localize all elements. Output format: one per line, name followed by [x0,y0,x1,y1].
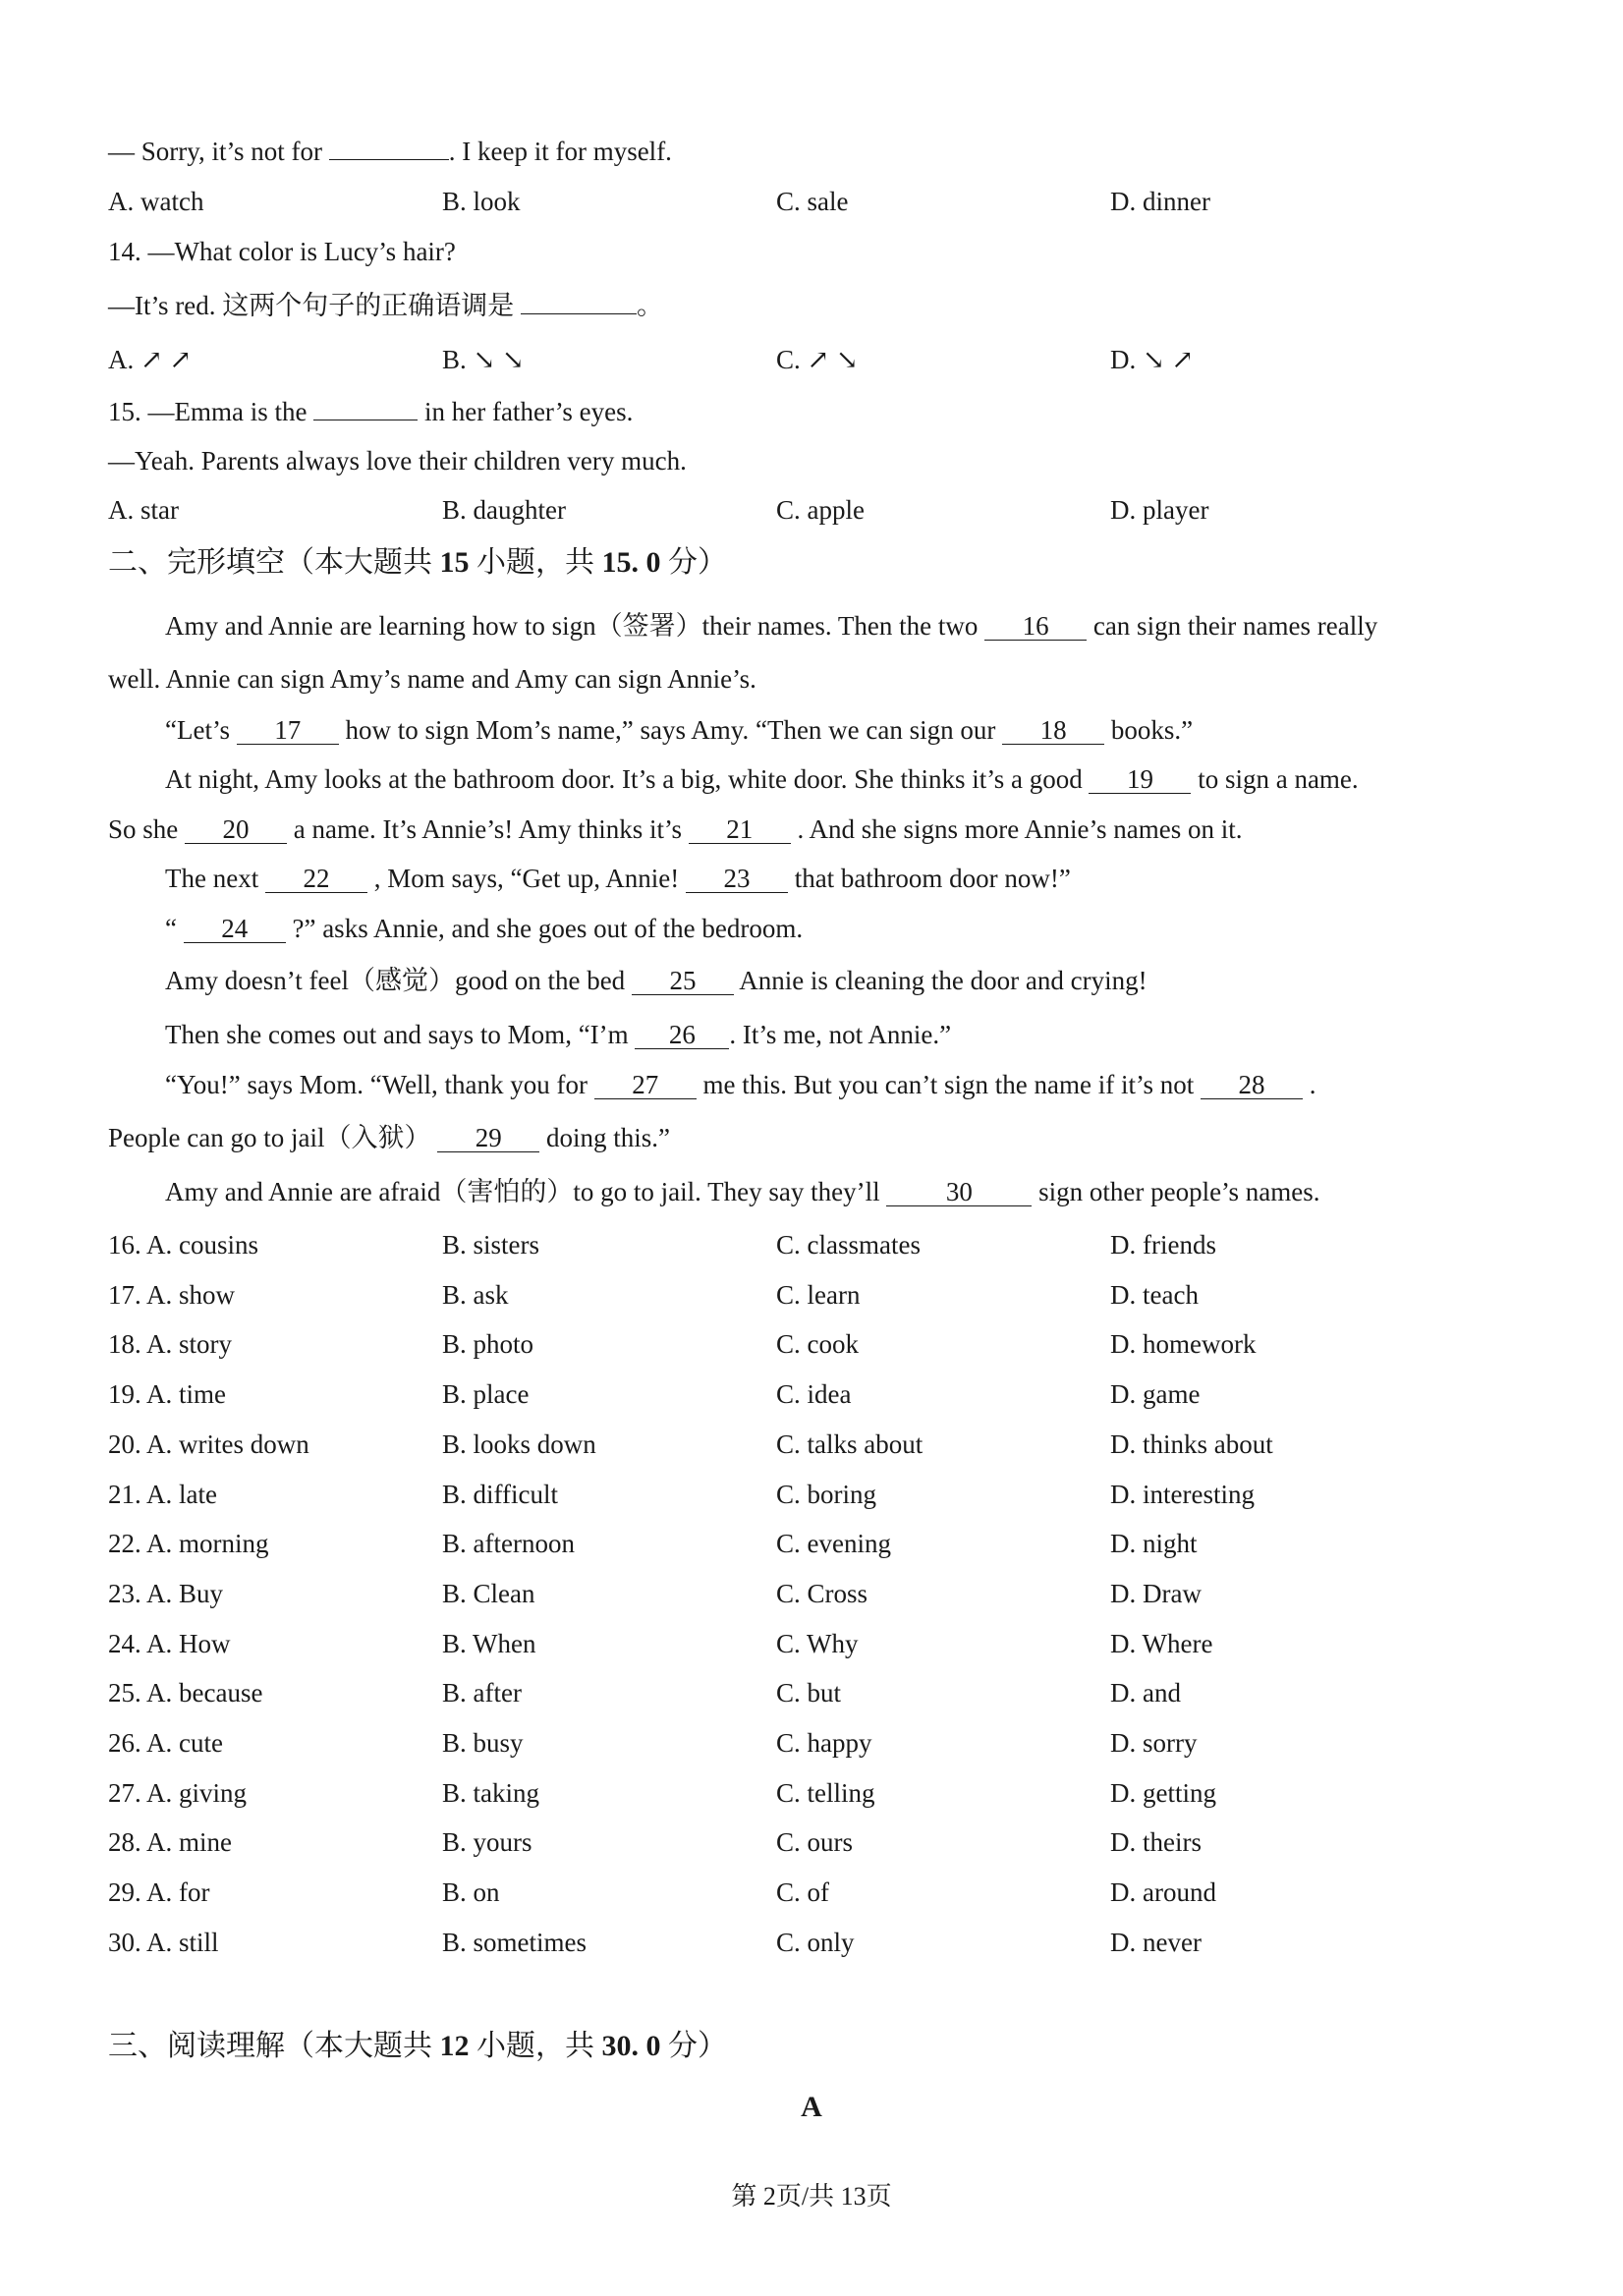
passage-text: So she [108,814,186,844]
question-29-option-c[interactable]: C. of [776,1877,829,1907]
passage-text: Annie is cleaning the door and crying! [733,966,1147,995]
blank-30[interactable]: 30 [886,1178,1032,1206]
q15-line1 [108,395,633,428]
passage-line-9 [165,1018,951,1051]
q14-option-b[interactable]: B. ↘ ↘ [442,345,525,374]
passage-text: that bathroom door now!” [787,864,1071,893]
blank-18[interactable]: 18 [1002,716,1104,745]
section3-question-count: 12 [439,2030,470,2062]
section3-heading [108,2028,727,2065]
question-22-option-d[interactable]: D. night [1110,1529,1198,1558]
question-17-option-a[interactable]: 17. A. show [108,1280,236,1310]
q13-text-pre: — Sorry, it’s not for [108,137,329,166]
question-28-option-d[interactable]: D. theirs [1110,1827,1202,1857]
q14-line2 [108,289,663,322]
question-24-option-c[interactable]: C. Why [776,1629,859,1658]
section2-heading [108,544,727,582]
page-footer: 第 2页/共 13页 [731,2182,892,2211]
question-19-option-a[interactable]: 19. A. time [108,1379,226,1409]
passage-line-8 [165,964,1147,997]
question-21-option-b[interactable]: B. difficult [442,1480,558,1509]
passage-line-5 [108,812,1242,846]
blank-23[interactable]: 23 [686,865,788,893]
question-18-option-a[interactable]: 18. A. story [108,1329,233,1359]
question-24-option-b[interactable]: B. When [442,1629,536,1658]
q14-blank[interactable] [521,313,637,314]
section2-score: 15. 0 [601,546,661,579]
section3-heading-post: 分） [660,2030,727,2062]
question-22-option-c[interactable]: C. evening [776,1529,891,1558]
q13-option-a[interactable]: A. watch [108,187,204,216]
q14-text-post: 。 [636,291,663,320]
question-17-option-d[interactable]: D. teach [1110,1280,1199,1310]
q15-text-pre: 15. —Emma is the [108,397,314,426]
question-27-option-c[interactable]: C. telling [776,1778,875,1808]
section3-score: 30. 0 [601,2030,661,2062]
question-25-option-a[interactable]: 25. A. because [108,1678,263,1708]
passage-text: a name. It’s Annie’s! Amy thinks it’s [287,814,689,844]
passage-text: sign other people’s names. [1032,1177,1320,1206]
q15-option-d[interactable]: D. player [1110,495,1209,525]
question-16-option-c[interactable]: C. classmates [776,1230,921,1260]
question-28-option-a[interactable]: 28. A. mine [108,1827,232,1857]
question-16-option-a[interactable]: 16. A. cousins [108,1230,259,1260]
section3-heading-pre: 三、阅读理解（本大题共 [108,2030,440,2062]
passage-text: me this. But you can’t sign the name if it’s not [696,1070,1201,1099]
question-28-option-c[interactable]: C. ours [776,1827,854,1857]
q13-blank[interactable] [329,159,449,160]
question-16-option-d[interactable]: D. friends [1110,1230,1216,1260]
passage-line-4 [165,762,1359,796]
question-30-option-a[interactable]: 30. A. still [108,1928,219,1957]
blank-29[interactable]: 29 [437,1124,539,1152]
passage-text: doing this.” [539,1123,670,1152]
blank-24[interactable]: 24 [184,915,286,943]
passage-text: . [1302,1070,1316,1099]
question-30-option-d[interactable]: D. never [1110,1928,1202,1957]
section3-heading-mid: 小题，共 [469,2030,602,2062]
q15-line2: —Yeah. Parents always love their children very much. [108,446,687,476]
question-25-option-d[interactable]: D. and [1110,1678,1181,1708]
passage-line-2: well. Annie can sign Amy’s name and Amy can sign Annie’s. [108,664,756,694]
question-17-option-b[interactable]: B. ask [442,1280,509,1310]
question-27-option-b[interactable]: B. taking [442,1778,539,1808]
blank-27[interactable]: 27 [594,1071,697,1099]
q13-line [108,135,672,168]
q14-option-a[interactable]: A. ↗ ↗ [108,345,192,374]
question-18-option-b[interactable]: B. photo [442,1329,534,1359]
passage-text: Amy and Annie are learning how to sign（签署）their names. Then the two [165,611,985,641]
question-25-option-b[interactable]: B. after [442,1678,522,1708]
blank-21[interactable]: 21 [689,815,791,844]
question-24-option-a[interactable]: 24. A. How [108,1629,231,1658]
blank-25[interactable]: 25 [632,967,734,995]
section2-heading-post: 分） [660,546,727,579]
passage-text: Amy and Annie are afraid（害怕的）to go to jail. They say they’ll [165,1177,887,1206]
question-26-option-c[interactable]: C. happy [776,1728,872,1758]
q13-option-b[interactable]: B. look [442,187,521,216]
passage-line-12 [165,1175,1320,1208]
question-29-option-a[interactable]: 29. A. for [108,1877,210,1907]
passage-line-6 [165,862,1071,895]
section2-question-count: 15 [439,546,470,579]
q14-line1: 14. —What color is Lucy’s hair? [108,237,456,266]
passage-line-3 [165,713,1193,747]
question-21-option-c[interactable]: C. boring [776,1480,877,1509]
passage-text: . And she signs more Annie’s names on it. [790,814,1243,844]
question-16-option-b[interactable]: B. sisters [442,1230,540,1260]
question-17-option-c[interactable]: C. learn [776,1280,861,1310]
question-23-option-a[interactable]: 23. A. Buy [108,1579,224,1608]
question-23-option-c[interactable]: C. Cross [776,1579,868,1608]
passage-label: A [801,2091,822,2123]
question-27-option-d[interactable]: D. getting [1110,1778,1216,1808]
question-26-option-a[interactable]: 26. A. cute [108,1728,223,1758]
question-18-option-d[interactable]: D. homework [1110,1329,1257,1359]
question-25-option-c[interactable]: C. but [776,1678,842,1708]
question-29-option-d[interactable]: D. around [1110,1877,1216,1907]
passage-line-1 [165,609,1377,643]
passage-line-7 [165,912,803,945]
passage-text: The next [165,864,265,893]
question-18-option-c[interactable]: C. cook [776,1329,859,1359]
passage-text: At night, Amy looks at the bathroom door. It’s a big, white door. She thinks it’s a good [165,764,1090,794]
question-22-option-b[interactable]: B. afternoon [442,1529,575,1558]
q15-option-b[interactable]: B. daughter [442,495,566,525]
passage-text: “Let’s [165,715,237,745]
q15-text-post: in her father’s eyes. [418,397,634,426]
passage-line-11 [108,1121,670,1154]
question-19-option-b[interactable]: B. place [442,1379,530,1409]
blank-16[interactable]: 16 [984,612,1087,641]
passage-line-10 [165,1068,1315,1101]
q13-option-d[interactable]: D. dinner [1110,187,1210,216]
question-30-option-b[interactable]: B. sometimes [442,1928,587,1957]
question-27-option-a[interactable]: 27. A. giving [108,1778,248,1808]
passage-text: to sign a name. [1191,764,1359,794]
blank-28[interactable]: 28 [1201,1071,1303,1099]
passage-text: Amy doesn’t feel（感觉）good on the bed [165,966,632,995]
question-19-option-c[interactable]: C. idea [776,1379,852,1409]
q14-option-d[interactable]: D. ↘ ↗ [1110,345,1194,374]
q15-option-a[interactable]: A. star [108,495,179,525]
question-26-option-b[interactable]: B. busy [442,1728,524,1758]
passage-text: Then she comes out and says to Mom, “I’m [165,1020,636,1049]
passage-text: . It’s me, not Annie.” [729,1020,952,1049]
q14-text-pre: —It’s red. 这两个句子的正确语调是 [108,291,521,320]
passage-text: , Mom says, “Get up, Annie! [366,864,686,893]
blank-20[interactable]: 20 [185,815,287,844]
question-28-option-b[interactable]: B. yours [442,1827,532,1857]
question-20-option-c[interactable]: C. talks about [776,1429,923,1459]
passage-text: “You!” says Mom. “Well, thank you for [165,1070,594,1099]
passage-text: “ [165,914,184,943]
question-29-option-b[interactable]: B. on [442,1877,500,1907]
blank-22[interactable]: 22 [265,865,367,893]
section2-heading-mid: 小题，共 [469,546,602,579]
question-20-option-a[interactable]: 20. A. writes down [108,1429,309,1459]
q15-option-c[interactable]: C. apple [776,495,865,525]
question-21-option-d[interactable]: D. interesting [1110,1480,1255,1509]
section2-heading-pre: 二、完形填空（本大题共 [108,546,440,579]
question-21-option-a[interactable]: 21. A. late [108,1480,217,1509]
question-30-option-c[interactable]: C. only [776,1928,855,1957]
question-22-option-a[interactable]: 22. A. morning [108,1529,269,1558]
question-20-option-b[interactable]: B. looks down [442,1429,596,1459]
blank-26[interactable]: 26 [635,1021,729,1049]
question-23-option-d[interactable]: D. Draw [1110,1579,1202,1608]
q14-option-c[interactable]: C. ↗ ↘ [776,345,859,374]
q13-option-c[interactable]: C. sale [776,187,849,216]
q13-text-post: . I keep it for myself. [448,137,672,166]
passage-text: how to sign Mom’s name,” says Amy. “Then we can sign our [338,715,1003,745]
question-26-option-d[interactable]: D. sorry [1110,1728,1198,1758]
question-23-option-b[interactable]: B. Clean [442,1579,535,1608]
passage-text: can sign their names really [1087,611,1378,641]
blank-19[interactable]: 19 [1089,765,1191,794]
question-19-option-d[interactable]: D. game [1110,1379,1201,1409]
question-20-option-d[interactable]: D. thinks about [1110,1429,1273,1459]
blank-17[interactable]: 17 [237,716,339,745]
passage-text: People can go to jail（入狱） [108,1123,438,1152]
passage-text: books.” [1104,715,1194,745]
question-24-option-d[interactable]: D. Where [1110,1629,1213,1658]
passage-text: ?” asks Annie, and she goes out of the bedroom. [285,914,804,943]
